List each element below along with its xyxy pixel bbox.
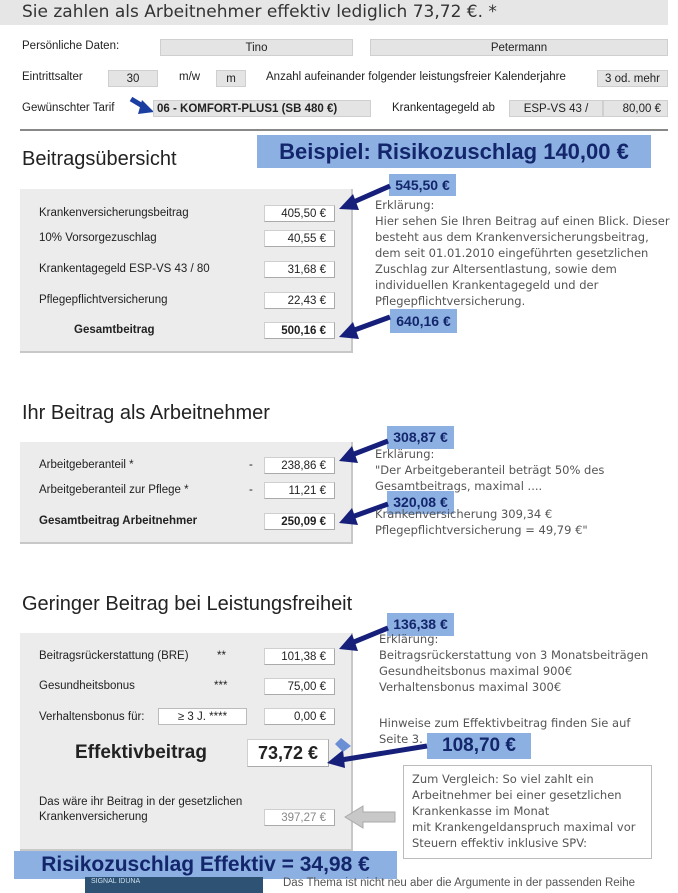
first-name-field[interactable]: Tino: [160, 39, 353, 56]
row-value-sick-pay: 31,68 €: [264, 261, 335, 278]
overview-note-line: besteht aus dem Krankenversicherungsbeitrag,: [375, 230, 649, 244]
behavior-bonus-select[interactable]: ≥ 3 J. ****: [158, 708, 247, 725]
section-title-claim-free: Geringer Beitrag bei Leistungsfreiheit: [22, 593, 353, 615]
row-value-health-insurance: 405,50 €: [264, 205, 335, 222]
gender-field[interactable]: m: [216, 70, 246, 87]
claim-free-note-title: Erklärung:: [379, 632, 439, 646]
tariff-select[interactable]: 06 - KOMFORT-PLUS1 (SB 480 €): [153, 100, 371, 117]
row-value-care-insurance: 22,43 €: [264, 292, 335, 309]
arrow-to-total-icon: [335, 312, 395, 342]
row-marker-health-bonus: ***: [214, 680, 228, 692]
claim-free-note-line: Beitragsrückerstattung von 3 Monatsbeiträgen: [379, 648, 649, 662]
last-name-field[interactable]: Petermann: [370, 39, 668, 56]
callout-320: 320,08 €: [387, 491, 454, 514]
header-title: Sie zahlen als Arbeitnehmer effektiv lediglich 73,72 €. *: [22, 2, 497, 22]
personal-data-label: Persönliche Daten:: [22, 40, 120, 52]
claim-free-explanation: [379, 631, 648, 695]
employee-note-title: Erklärung:: [375, 447, 435, 461]
tariff-arrow-icon: [128, 96, 156, 116]
employee-note-line: Krankenversicherung 309,34 €: [375, 507, 553, 521]
row-marker-refund: **: [217, 650, 226, 662]
statutory-label-2: Krankenversicherung: [39, 811, 148, 823]
overview-note-line: Zuschlag zur Altersentlastung, sowie dem: [375, 262, 617, 276]
comparison-line: Arbeitnehmer bei einer gesetzlichen: [412, 788, 622, 802]
row-label-care-insurance: Pflegepflichtversicherung: [39, 294, 168, 306]
employee-note-line: Gesamtbeitrags, maximal ....: [375, 479, 543, 493]
claim-free-years-field[interactable]: 3 od. mehr: [597, 70, 668, 87]
row-value-employee-total: 250,09 €: [264, 513, 335, 530]
section-title-employee: Ihr Beitrag als Arbeitnehmer: [22, 402, 270, 424]
sick-pay-field[interactable]: ESP-VS 43 /: [509, 100, 603, 117]
overview-note-line: dem seit 01.01.2010 eingeführten gesetzlichen: [375, 246, 649, 260]
claim-free-note-line: Gesundheitsbonus maximal 900€: [379, 664, 573, 678]
row-label-refund: Beitragsrückerstattung (BRE): [39, 650, 189, 662]
comparison-line: Steuern effektiv inklusive SPV:: [412, 836, 588, 850]
row-label-sick-pay: Krankentagegeld ESP-VS 43 / 80: [39, 263, 210, 275]
tariff-label: Gewünschter Tarif: [22, 102, 115, 114]
entry-age-field[interactable]: 30: [108, 70, 158, 87]
employee-note-line: "Der Arbeitgeberanteil beträgt 50% des: [375, 463, 605, 477]
employee-explanation: [375, 446, 604, 538]
sick-pay-label: Krankentagegeld ab: [392, 102, 495, 114]
row-label-provision-surcharge: 10% Vorsorgezuschlag: [39, 232, 157, 244]
row-value-provision-surcharge: 40,55 €: [264, 230, 335, 247]
sick-pay-amount-field[interactable]: 80,00 €: [603, 100, 668, 117]
overview-note-title: Erklärung:: [375, 198, 435, 212]
entry-age-label: Eintrittsalter: [22, 71, 83, 83]
comparison-line: mit Krankengeldanspruch maximal vor: [412, 820, 636, 834]
row-value-behavior-bonus: 0,00 €: [264, 708, 335, 725]
row-value-refund: 101,38 €: [264, 648, 335, 665]
callout-308: 308,87 €: [387, 426, 454, 449]
overview-note-line: Hier sehen Sie Ihren Beitrag auf einen Blick. Dieser: [375, 214, 670, 228]
row-label-behavior-bonus: Verhaltensbonus für:: [39, 711, 145, 723]
row-label-employer-share: Arbeitgeberanteil *: [39, 459, 134, 471]
row-value-health-bonus: 75,00 €: [264, 678, 335, 695]
employee-note-line: Pflegepflichtversicherung = 49,79 €": [375, 523, 588, 537]
effective-hint-line: Seite 3.: [379, 732, 423, 746]
effective-label: Effektivbeitrag: [75, 742, 207, 763]
risk-effective-banner: Risikozuschlag Effektiv = 34,98 €: [14, 851, 397, 879]
gender-label: m/w: [179, 71, 201, 83]
effective-value: 73,72 €: [247, 739, 329, 767]
footer-text: Das Thema ist nicht neu aber die Argumente in der passenden Reihe: [283, 877, 636, 889]
effective-hint-line: Hinweise zum Effektivbeitrag finden Sie auf: [379, 716, 631, 730]
comparison-box: [403, 765, 652, 859]
minus-sign: -: [249, 459, 253, 471]
row-label-health-bonus: Gesundheitsbonus: [39, 680, 135, 692]
overview-note-line: individuellen Krankentagegeld und der: [375, 278, 599, 292]
risk-surcharge-banner: Beispiel: Risikozuschlag 140,00 €: [257, 135, 651, 168]
logo-text: SIGNAL IDUNA: [91, 878, 141, 885]
callout-545: 545,50 €: [389, 174, 456, 196]
comparison-line: Krankenkasse im Monat: [412, 804, 550, 818]
callout-108: 108,70 €: [427, 733, 531, 759]
gray-arrow-icon: [345, 806, 397, 828]
row-label-employer-care-share: Arbeitgeberanteil zur Pflege *: [39, 484, 189, 496]
comparison-line: Zum Vergleich: So viel zahlt ein: [412, 772, 594, 786]
row-value-employer-care-share: 11,21 €: [264, 482, 335, 499]
row-value-employer-share: 238,86 €: [264, 457, 335, 474]
logo-thumbnail[interactable]: [85, 877, 263, 893]
overview-explanation: [375, 197, 670, 309]
statutory-label-1: Das wäre ihr Beitrag in der gesetzlichen: [39, 796, 243, 808]
callout-136: 136,38 €: [387, 613, 454, 636]
statutory-value: 397,27 €: [264, 809, 335, 826]
claim-free-note-line: Verhaltensbonus maximal 300€: [379, 680, 562, 694]
effective-hint: [379, 715, 630, 747]
row-label-health-insurance: Krankenversicherungsbeitrag: [39, 207, 189, 219]
minus-sign: -: [249, 484, 253, 496]
header-bar: [0, 0, 668, 25]
row-label-employee-total: Gesamtbeitrag Arbeitnehmer: [39, 515, 198, 527]
section-title-overview: Beitragsübersicht: [22, 148, 177, 170]
row-label-total: Gesamtbeitrag: [74, 324, 155, 336]
claim-free-years-label: Anzahl aufeinander folgender leistungsfreier Kalenderjahre: [266, 71, 566, 83]
overview-note-line: Pflegepflichtversicherung.: [375, 294, 526, 308]
callout-640: 640,16 €: [390, 309, 457, 333]
divider: [20, 129, 668, 131]
row-value-total: 500,16 €: [264, 322, 335, 339]
employee-note-line: [375, 494, 604, 506]
